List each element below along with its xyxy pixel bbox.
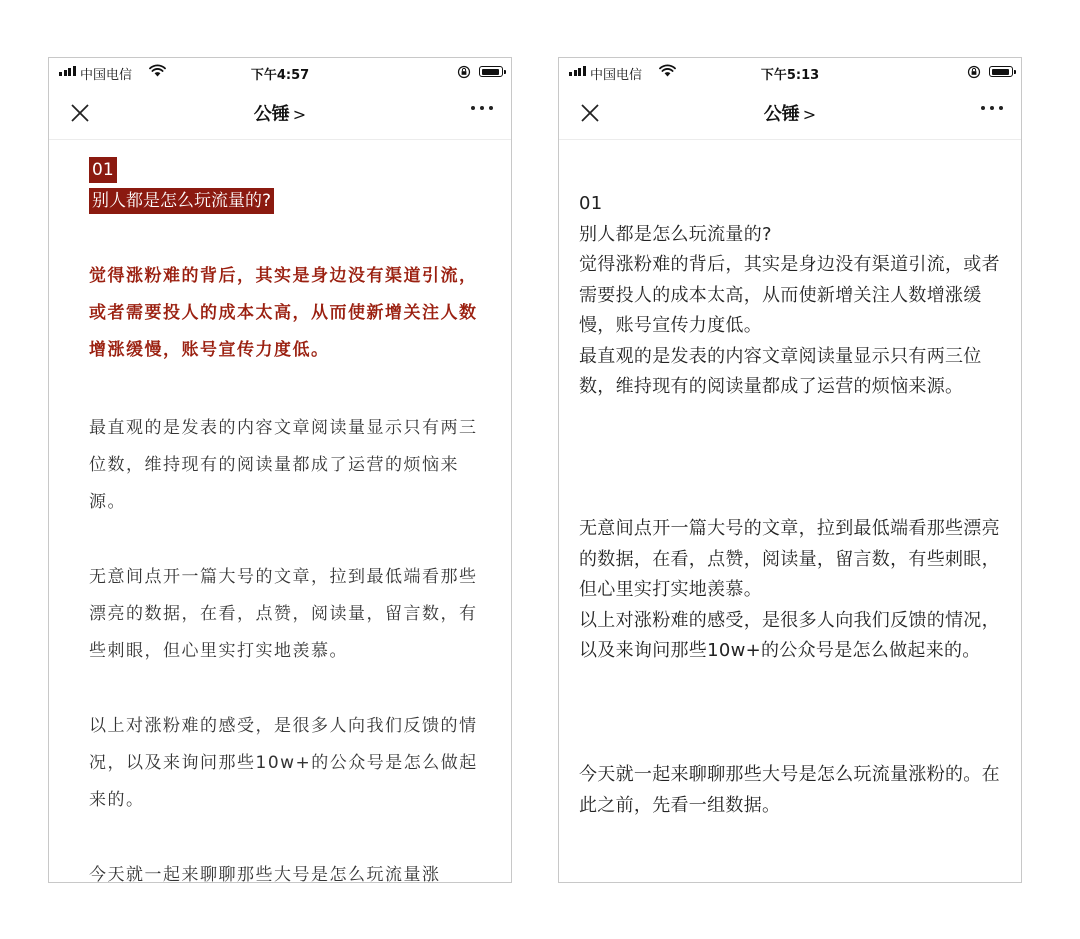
battery-icon bbox=[989, 66, 1013, 77]
account-name: 公锤 bbox=[253, 104, 290, 125]
phone-screen-left bbox=[48, 57, 512, 883]
nav-bar bbox=[559, 88, 1021, 140]
account-title[interactable] bbox=[49, 100, 511, 126]
rotation-lock-icon bbox=[457, 65, 471, 79]
section-title: 别人都是怎么玩流量的? bbox=[579, 223, 772, 245]
paragraph: 觉得涨粉难的背后，其实是身边没有渠道引流，或者需要投人的成本太高，从而使新增关注人数增涨缓慢，账号宣传力度低。 bbox=[579, 254, 1000, 336]
status-bar bbox=[559, 58, 1021, 88]
more-icon[interactable] bbox=[981, 106, 1003, 110]
account-name: 公锤 bbox=[763, 104, 800, 125]
lead-paragraph: 觉得涨粉难的背后，其实是身边没有渠道引流，或者需要投人的成本太高，从而使新增关注人数增涨缓慢，账号宣传力度低。 bbox=[89, 266, 478, 360]
paragraph: 以上对涨粉难的感受，是很多人向我们反馈的情况，以及来询问那些10w+的公众号是怎么做起来的。 bbox=[89, 716, 478, 810]
paragraph: 最直观的是发表的内容文章阅读量显示只有两三位数，维持现有的阅读量都成了运营的烦恼来源。 bbox=[579, 345, 982, 397]
paragraph: 无意间点开一篇大号的文章，拉到最低端看那些漂亮的数据，在看，点赞，阅读量，留言数，有些刺眼，但心里实打实地羡慕。 bbox=[579, 518, 1000, 600]
paragraph: 最直观的是发表的内容文章阅读量显示只有两三位数，维持现有的阅读量都成了运营的烦恼来源。 bbox=[89, 418, 478, 512]
battery-icon bbox=[479, 66, 503, 77]
clock: 下午4:57 bbox=[250, 68, 310, 83]
nav-bar bbox=[49, 88, 511, 140]
phone-screen-right bbox=[558, 57, 1022, 883]
section-title: 别人都是怎么玩流量的? bbox=[89, 188, 274, 214]
status-bar bbox=[49, 58, 511, 88]
carrier-label: 中国电信 bbox=[590, 68, 643, 83]
chevron-right-icon: > bbox=[292, 105, 307, 124]
paragraph: 今天就一起来聊聊那些大号是怎么玩流量涨 bbox=[89, 865, 441, 883]
carrier-label: 中国电信 bbox=[80, 68, 133, 83]
section-number: 01 bbox=[579, 193, 603, 214]
section-number: 01 bbox=[89, 157, 117, 183]
paragraph-block bbox=[579, 189, 1009, 403]
chevron-right-icon: > bbox=[802, 105, 817, 124]
more-icon[interactable] bbox=[471, 106, 493, 110]
paragraph: 以上对涨粉难的感受，是很多人向我们反馈的情况，以及来询问那些10w+的公众号是怎么做起来的。 bbox=[579, 609, 1000, 661]
paragraph: 无意间点开一篇大号的文章，拉到最低端看那些漂亮的数据，在看，点赞，阅读量，留言数，有些刺眼，但心里实打实地羡慕。 bbox=[89, 567, 478, 661]
rotation-lock-icon bbox=[967, 65, 981, 79]
paragraph-block bbox=[579, 514, 1009, 667]
paragraph-block bbox=[579, 760, 1009, 821]
clock: 下午5:13 bbox=[760, 68, 820, 83]
paragraph: 今天就一起来聊聊那些大号是怎么玩流量涨粉的。在此之前，先看一组数据。 bbox=[579, 764, 1000, 816]
account-title[interactable] bbox=[559, 100, 1021, 126]
